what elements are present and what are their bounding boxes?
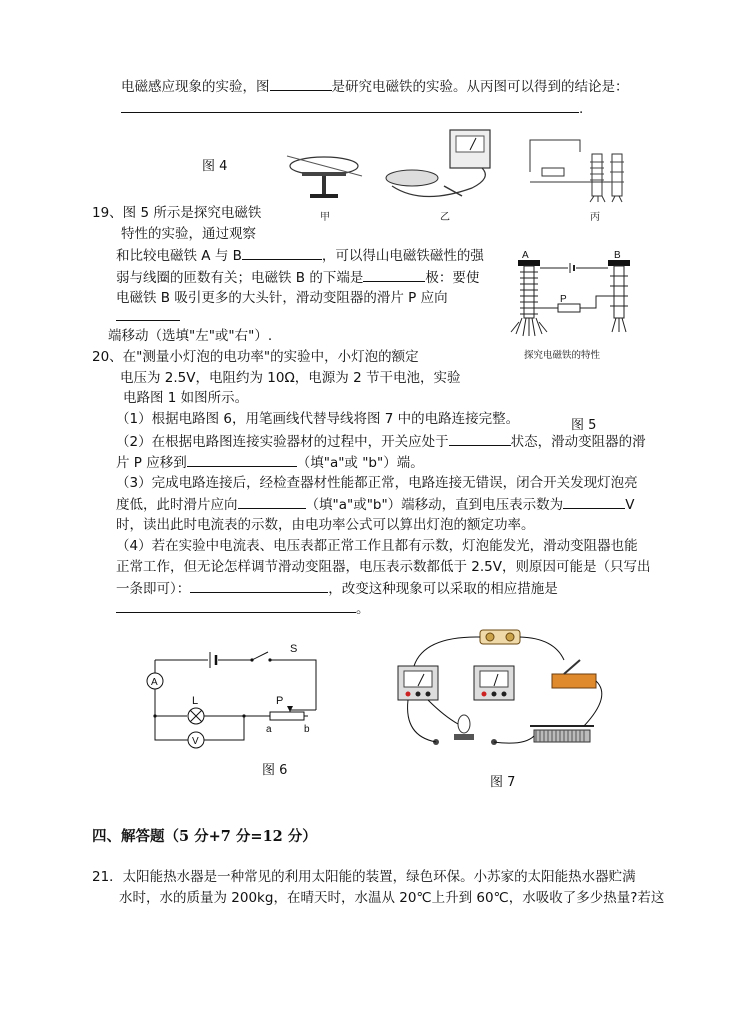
q20-part-2-line-2 (116, 452, 424, 473)
fig6-caption: 图 6 (262, 763, 288, 778)
fig5-label-b: B (614, 250, 621, 261)
fig6-end-a: a (266, 724, 272, 735)
intro-line-2 (121, 98, 583, 119)
q21-line-1: 21．太阳能热水器是一种常见的利用太阳能的装置，绿色环保。小苏家的太阳能热水器贮满 (92, 869, 636, 885)
blank-observe (242, 245, 322, 260)
blank-figure (270, 76, 332, 91)
q19-line-6: 端移动（选填"左"或"右"）. (108, 328, 273, 344)
fig6-circuit-diagram (140, 640, 330, 750)
intro-text-b: 是研究电磁铁的实验。从丙图可以得到的结论是： (331, 79, 629, 95)
fig6-ammeter-label: A (151, 677, 158, 688)
q20-part-4-line-4 (116, 598, 370, 619)
q19-line-5: 电磁铁 B 吸引更多的大头针，滑动变阻器的滑片 P 应向 (116, 290, 448, 306)
fig5-label-p: P (560, 294, 567, 305)
fig4-apparatus-a (282, 146, 372, 206)
fig5-caption: 图 5 (571, 418, 597, 433)
q20-part-3-line-2 (116, 494, 634, 515)
q20-part-3-line-3: 时，读出此时电流表的示数，由电功率公式可以算出灯泡的额定功率。 (116, 517, 535, 533)
fig4-apparatus-c (520, 132, 640, 204)
fig4-label-b: 乙 (440, 212, 450, 223)
fig6-slider-label: P (276, 695, 284, 707)
q19-text-a: 和比较电磁铁 A 与 B (116, 248, 242, 264)
q20-p2-text-b: 状态，滑动变阻器的滑 (510, 434, 646, 450)
blank-slider-end (187, 452, 297, 467)
blank-pole (363, 267, 425, 282)
q20-part-1: （1）根据电路图 6，用笔画线代替导线将图 7 中的电路连接完整。 (116, 411, 520, 427)
fig6-lamp-label: L (192, 695, 199, 707)
q20-p3-text-b: 度低，此时滑片应向 (116, 497, 238, 513)
blank-reason (190, 578, 328, 593)
q19-line-1: 19、图 5 所示是探究电磁铁 (92, 205, 262, 221)
q20-p3-text-c: （填"a"或"b"）端移动，直到电压表示数为 (305, 497, 564, 513)
fig5-subtitle: 探究电磁铁的特性 (524, 350, 601, 361)
q20-line-3: 电路图 1 如图所示。 (123, 390, 249, 406)
blank-switch-state (449, 431, 511, 446)
q19-text-c: 弱与线圈的匝数有关；电磁铁 B 的下端是 (116, 270, 364, 286)
fig5-electromagnets (508, 252, 640, 364)
q21-line-2: 水时，水的质量为 200kg，在晴天时，水温从 20℃上升到 60℃，水吸收了多少热量?若这 (119, 890, 665, 906)
fig7-caption: 图 7 (490, 775, 516, 790)
q19-line-blank (116, 306, 180, 327)
q20-part-2-line-1 (116, 431, 646, 452)
q20-p4-text-d: ，改变这种现象可以采取的相应措施是 (328, 581, 558, 597)
q20-p2-text-c: 片 P 应移到 (116, 455, 187, 471)
blank-measure (116, 598, 356, 613)
fig7-apparatus (384, 626, 614, 761)
fig5-label-a: A (522, 250, 529, 261)
fig4-label-c: 丙 (590, 212, 600, 223)
q20-p4-text-c: 一条即可）： (116, 581, 191, 597)
q20-part-4-line-3 (116, 578, 558, 599)
q19-line-2: 特性的实验，通过观察 (121, 226, 256, 242)
q19-text-b: ，可以得山电磁铁磁性的强 (321, 248, 484, 264)
q20-line-2: 电压为 2.5V，电阻约为 10Ω，电源为 2 节干电池，实验 (120, 370, 461, 386)
intro-text-a: 电磁感应现象的实验，图 (121, 79, 270, 95)
blank-direction (116, 306, 180, 321)
q19-text-d: 极：要使 (425, 270, 480, 286)
q20-part-4-line-1: （4）若在实验中电流表、电压表都正常工作且都有示数，灯泡能发光，滑动变阻器也能 (116, 538, 638, 554)
fig6-voltmeter-label: V (192, 736, 199, 747)
blank-conclusion (121, 98, 579, 113)
q20-p4-end: 。 (356, 601, 370, 617)
blank-move-direction (238, 494, 306, 509)
intro-line-1 (121, 76, 629, 97)
q20-part-3-line-1: （3）完成电路连接后，经检查器材性能都正常，电路连接无错误，闭合开关发现灯泡亮 (116, 475, 638, 491)
fig4-apparatus-b (382, 126, 502, 208)
q20-line-1: 20、在"测量小灯泡的电功率"的实验中，小灯泡的额定 (92, 349, 419, 365)
fig4-caption: 图 4 (202, 159, 228, 174)
blank-voltage (563, 494, 625, 509)
fig6-end-b: b (304, 724, 310, 735)
q19-line-3 (116, 245, 484, 266)
intro-end: . (579, 101, 584, 117)
q20-part-4-line-2: 正常工作，但无论怎样调节滑动变阻器，电压表示数都低于 2.5V，则原因可能是（只写出 (116, 559, 651, 575)
q20-p2-text-a: （2）在根据电路图连接实验器材的过程中，开关应处于 (116, 434, 449, 450)
section-heading: 四、解答题（5 分+7 分=12 分） (92, 828, 317, 845)
q20-p3-unit: V (625, 497, 635, 513)
q20-p2-text-d: （填"a"或 "b"）端。 (296, 455, 424, 471)
q19-line-4 (116, 267, 479, 288)
fig4-label-a: 甲 (320, 212, 330, 223)
fig6-switch-label: S (290, 643, 298, 655)
